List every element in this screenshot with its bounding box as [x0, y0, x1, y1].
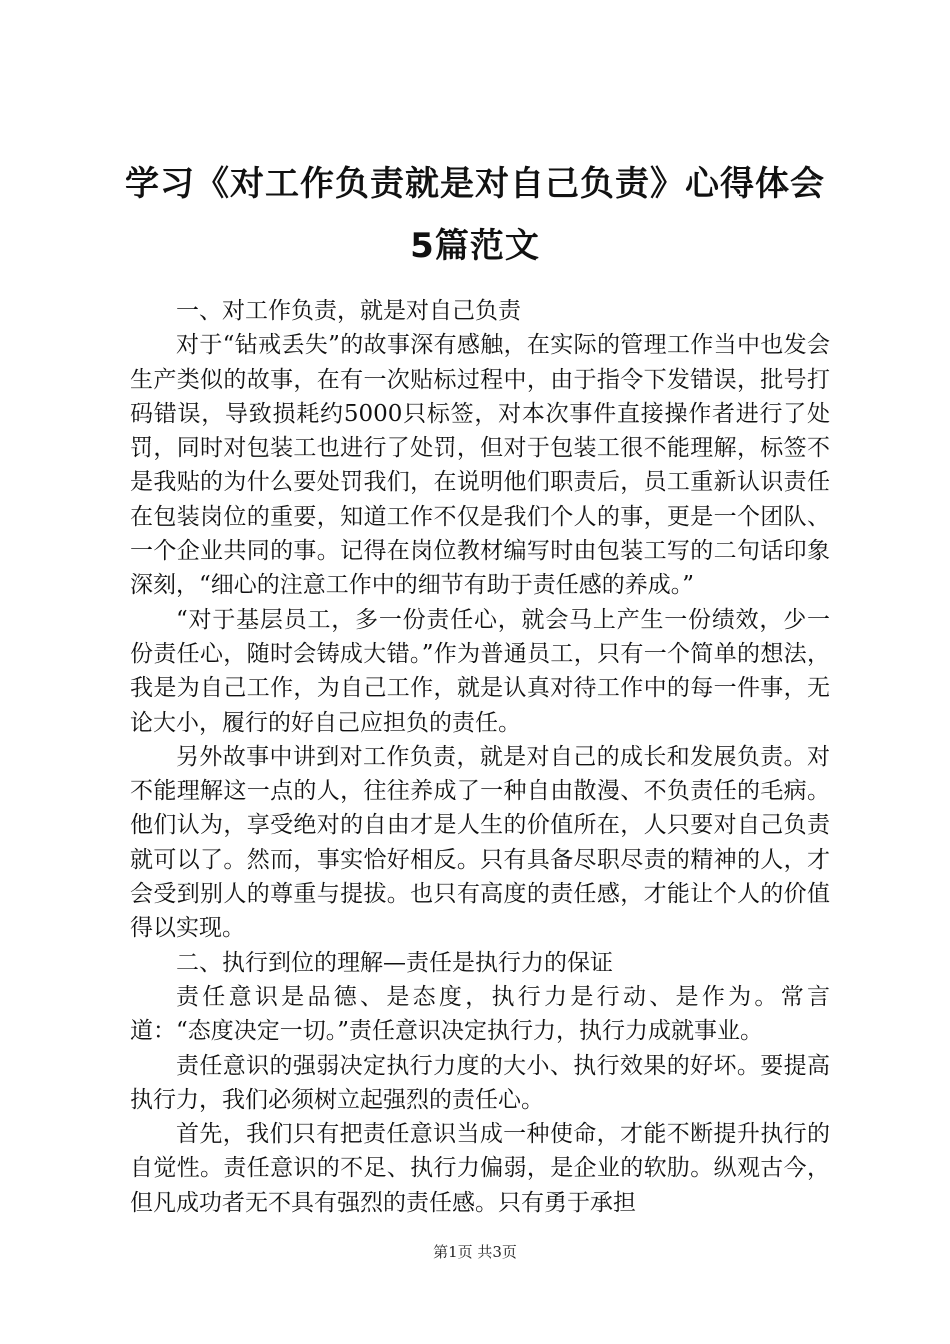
- paragraph: 另外故事中讲到对工作负责，就是对自己的成长和发展负责。对不能理解这一点的人，往往养成了一种自由散漫、不负责任的毛病。他们认为，享受绝对的自由才是人生的价值所在，人只要对自己负责就可以了。然而，事实恰好相反。只有具备尽职尽责的精神的人，才会受到别人的尊重与提拔。也只有高度的责任感，才能让个人的价值得以实现。: [130, 743, 830, 942]
- paragraph: 责任意识是品德、是态度，执行力是行动、是作为。常言道：“态度决定一切。”责任意识决定执行力，执行力成就事业。: [130, 983, 830, 1045]
- paragraph: 责任意识的强弱决定执行力度的大小、执行效果的好坏。要提高执行力，我们必须树立起强烈的责任心。: [130, 1052, 830, 1113]
- document-title-line-1: 学习《对工作负责就是对自己负责》心得体会: [125, 164, 825, 204]
- paragraph: “对于基层员工，多一份责任心，就会马上产生一份绩效，少一份责任心，随时会铸成大错。”作为普通员工，只有一个简单的想法，我是为自己工作，为自己工作，就是认真对待工作中的每一件事，无论大小，履行的好自己应担负的责任。: [130, 606, 830, 736]
- page-footer: 第1页 共3页: [433, 1243, 517, 1261]
- paragraph: 首先，我们只有把责任意识当成一种使命，才能不断提升执行的自觉性。责任意识的不足、执行力偏弱，是企业的软肋。纵观古今，但凡成功者无不具有强烈的责任感。只有勇于承担: [130, 1121, 830, 1216]
- document-body: [130, 294, 830, 1220]
- section-heading-2: 二、执行到位的理解—责任是执行力的保证: [176, 949, 613, 976]
- section-heading-1: 一、对工作负责，就是对自己负责: [176, 298, 521, 324]
- document-title-line-2: 5篇范文: [410, 226, 540, 266]
- paragraph: 对于“钻戒丢失”的故事深有感触，在实际的管理工作当中也发会生产类似的故事，在有一次贴标过程中，由于指令下发错误，批号打码错误，导致损耗约5000只标签，对本次事件直接操作者进行了处罚，同时对包装工也进行了处罚，但对于包装工很不能理解，标签不是我贴的为什么要处罚我们，在说明他们职责后，员工重新认识责任在包装岗位的重要，知道工作不仅是我们个人的事，更是一个团队、一个企业共同的事。记得在岗位教材编写时由包装工写的二句话印象深刻，“细心的注意工作中的细节有助于责任感的养成。”: [130, 332, 830, 599]
